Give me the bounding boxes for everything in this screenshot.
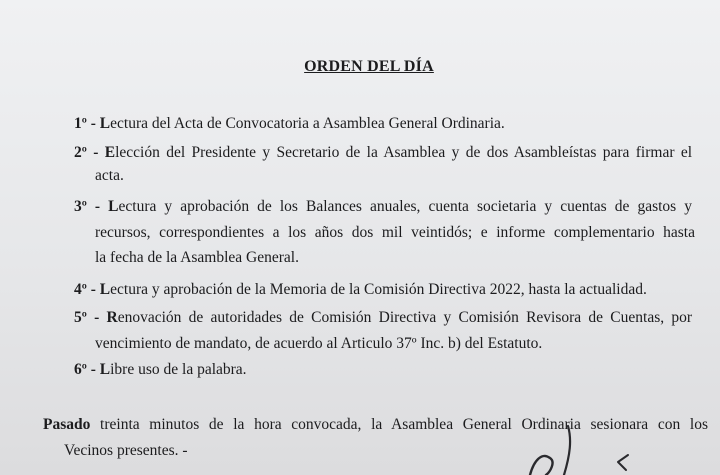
- item-text-line: ibre uso de la palabra.: [110, 361, 247, 378]
- item-number: 5º -: [74, 309, 100, 326]
- item-text-line: acta.: [95, 167, 124, 184]
- agenda-item-6: [74, 357, 692, 382]
- closing-line: treinta minutos de la hora convocada, la Asamblea General Ordinaria sesionara con los: [90, 416, 708, 433]
- agenda-item-5: [74, 305, 692, 330]
- agenda-item-3: [74, 194, 692, 219]
- item-number: 3º -: [74, 198, 101, 215]
- agenda-item-1: [74, 111, 692, 136]
- item-initial: L: [99, 115, 111, 132]
- item-initial: L: [99, 281, 111, 298]
- closing-line: Vecinos presentes. -: [64, 442, 188, 459]
- item-text-line: ectura del Acta de Convocatoria a Asamblea General Ordinaria.: [110, 115, 505, 132]
- item-text-line: ectura y aprobación de los Balances anuales, cuenta societaria y cuentas de gastos y: [118, 198, 693, 215]
- item-text-line: ectura y aprobación de la Memoria de la Comisión Directiva 2022, hasta la actualidad.: [110, 281, 647, 298]
- item-text-line: lección del Presidente y Secretario de la Asamblea y de dos Asambleístas para firmar el: [115, 144, 693, 161]
- item-text-line: vencimiento de mandato, de acuerdo al Articulo 37º Inc. b) del Estatuto.: [95, 335, 543, 352]
- item-text-line: enovación de autoridades de Comisión Directiva y Comisión Revisora de Cuentas, por: [117, 309, 693, 326]
- document-title: ORDEN DEL DÍA: [304, 58, 434, 75]
- signature-mark: [520, 400, 670, 475]
- closing-lead-word: Pasado: [43, 416, 91, 433]
- item-number: 4º -: [74, 281, 96, 298]
- agenda-item-4: [74, 277, 692, 302]
- item-text-line: recursos, correspondientes a los años dos mil veintidós; e informe complementario hasta: [95, 224, 695, 241]
- item-number: 2º -: [74, 144, 99, 161]
- item-initial: R: [106, 309, 118, 326]
- item-initial: L: [99, 361, 111, 378]
- item-initial: L: [108, 198, 119, 215]
- item-number: 1º -: [74, 115, 96, 132]
- item-initial: E: [104, 144, 116, 161]
- item-text-line: la fecha de la Asamblea General.: [95, 249, 299, 266]
- item-number: 6º -: [74, 361, 96, 378]
- agenda-item-2: [74, 140, 692, 165]
